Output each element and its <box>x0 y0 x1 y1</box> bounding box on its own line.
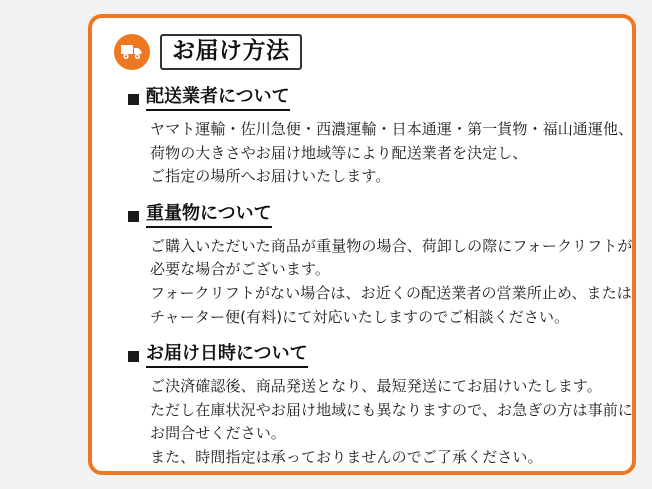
section-heading <box>128 343 610 368</box>
section-title: お届け日時について <box>146 343 308 368</box>
body-line: ご指定の場所へお届けいたします。 <box>150 167 391 186</box>
page-title: お届け方法 <box>172 38 290 64</box>
section-shipping-carriers <box>114 86 634 189</box>
body-line: 荷物の大きさやお届け地域等により配送業者を決定し、 <box>150 143 528 162</box>
section-body <box>150 375 633 470</box>
section-body <box>150 118 634 189</box>
body-line: 必要な場合がございます。 <box>150 260 331 279</box>
body-line: また、時間指定は承っておりませんのでご了承ください。 <box>150 448 543 467</box>
body-line: フォークリフトがない場合は、お近くの配送業者の営業所止め、または <box>150 284 632 303</box>
black-square-bullet-icon <box>128 94 139 105</box>
black-square-bullet-icon <box>128 351 139 362</box>
section-title: 重量物について <box>146 203 272 228</box>
shipping-info-card <box>88 14 636 475</box>
page-title-box <box>160 34 302 70</box>
section-title: 配送業者について <box>146 86 290 111</box>
body-line: ご購入いただいた商品が重量物の場合、荷卸しの際にフォークリフトが <box>150 236 633 255</box>
body-line: ただし在庫状況やお届け地域にも異なりますので、お急ぎの方は事前に <box>150 400 633 419</box>
body-line: チャーター便(有料)にて対応いたしますのでご相談ください。 <box>150 307 570 326</box>
section-body <box>150 235 633 330</box>
body-line: ヤマト運輸・佐川急便・西濃運輸・日本通運・第一貨物・福山通運他、 <box>150 120 634 139</box>
black-square-bullet-icon <box>128 211 139 222</box>
section-heading <box>128 203 610 228</box>
body-line: お問合せください。 <box>150 424 286 443</box>
section-delivery-datetime <box>114 343 633 469</box>
body-line: ご決済確認後、商品発送となり、最短発送にてお届けいたします。 <box>150 377 602 396</box>
card-header <box>114 34 610 70</box>
section-heavy-items <box>114 203 633 329</box>
delivery-truck-icon <box>114 34 150 70</box>
section-heading <box>128 86 610 111</box>
